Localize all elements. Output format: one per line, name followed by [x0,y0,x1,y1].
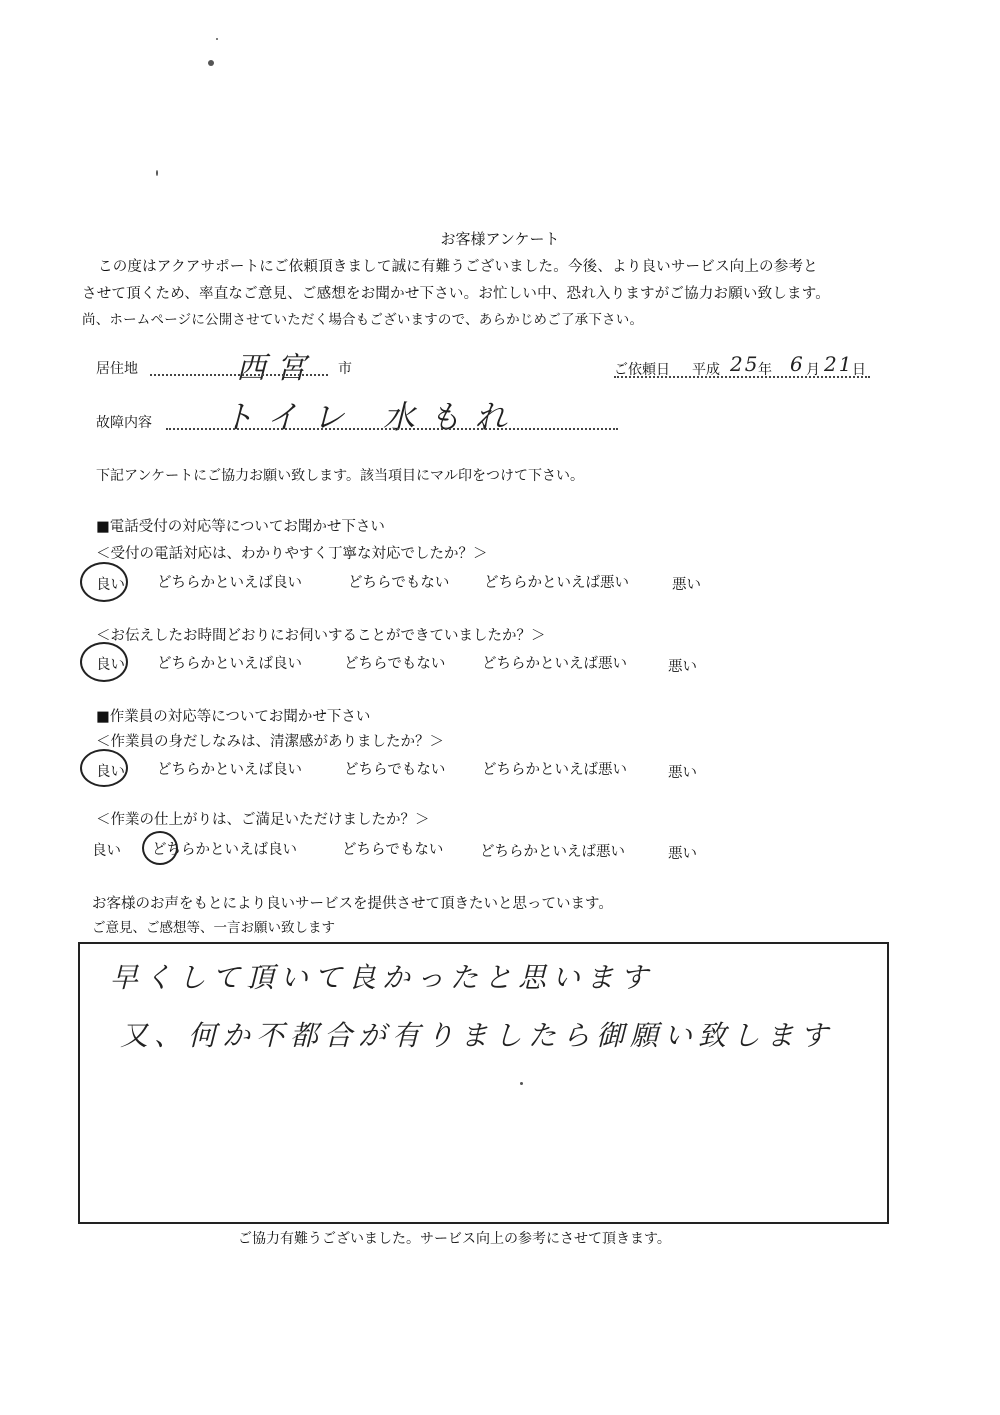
survey-title: お客様アンケート [440,230,560,248]
request-date-underline [614,376,870,378]
instruction-text: 下記アンケートにご協力お願い致します。該当項目にマル印をつけて下さい。 [96,468,585,484]
q3-option-bad[interactable]: 悪い [668,765,697,781]
request-date-era: 平成 [692,362,720,378]
question-4-text: ＜作業の仕上がりは、ご満足いただけましたか？＞ [96,812,430,828]
q3-option-somewhat-good[interactable]: どちらかといえば良い [157,762,302,778]
fault-underline [166,428,618,430]
residence-label: 居住地 [96,361,138,377]
footer-thanks: ご協力有難うございました。サービス向上の参考にさせて頂きます。 [238,1231,671,1247]
request-date-day: 21 [824,352,854,376]
feedback-intro: お客様のお声をもとにより良いサービスを提供させて頂きたいと思っています。 [92,896,613,912]
request-date-year-unit: 年 [758,362,772,378]
comment-box[interactable] [78,942,889,1224]
residence-underline [150,374,328,376]
section-heading-phone: ■電話受付の対応等についてお聞かせ下さい [96,519,385,535]
residence-value: 西宮 [236,351,316,386]
q4-option-neutral[interactable]: どちらでもない [342,842,444,858]
q2-option-good[interactable]: 良い [96,657,125,673]
q1-option-somewhat-good[interactable]: どちらかといえば良い [157,575,302,591]
q2-option-somewhat-good[interactable]: どちらかといえば良い [157,656,302,672]
question-3-text: ＜作業員の身だしなみは、清潔感がありましたか？＞ [96,734,444,750]
q1-option-neutral[interactable]: どちらでもない [348,575,450,591]
request-date-year: 25 [730,352,760,376]
comment-line-2: 又、何か不都合が有りましたら御願い致します [120,1019,835,1052]
fault-value: トイレ 水もれ [222,398,521,436]
request-date-day-unit: 日 [852,362,866,378]
q1-option-good[interactable]: 良い [96,577,125,593]
q1-option-somewhat-bad[interactable]: どちらかといえば悪い [484,575,629,591]
q4-option-bad[interactable]: 悪い [668,846,697,862]
request-date-label: ご依頼日 [614,362,670,378]
q4-option-somewhat-good[interactable]: どちらかといえば良い [152,842,297,858]
q2-option-somewhat-bad[interactable]: どちらかといえば悪い [482,656,627,672]
q2-option-bad[interactable]: 悪い [668,659,697,675]
scan-speck [208,60,214,66]
scan-speck [216,38,218,40]
request-date-month-unit: 月 [806,362,820,378]
request-date-month: 6 [790,352,805,376]
section-heading-worker: ■作業員の対応等についてお聞かせ下さい [96,709,371,725]
q4-selected-circle [142,831,178,865]
q3-selected-circle [80,749,128,787]
scan-speck [156,170,158,176]
q4-option-good[interactable]: 良い [92,843,121,859]
q3-option-somewhat-bad[interactable]: どちらかといえば悪い [482,762,627,778]
q4-option-somewhat-bad[interactable]: どちらかといえば悪い [480,844,625,860]
question-1-text: ＜受付の電話対応は、わかりやすく丁寧な対応でしたか？＞ [96,546,488,562]
q1-selected-circle [80,562,128,602]
intro-line-3: 尚、ホームページに公開させていただく場合もございますので、あらかじめご了承下さい。 [82,312,644,328]
residence-suffix: 市 [338,361,352,377]
q1-option-bad[interactable]: 悪い [672,577,701,593]
q2-selected-circle [80,642,128,682]
q3-option-neutral[interactable]: どちらでもない [344,762,446,778]
q2-option-neutral[interactable]: どちらでもない [344,656,446,672]
intro-line-2: させて頂くため、率直なご意見、ご感想をお聞かせ下さい。お忙しい中、恐れ入りますがご協力お願い致します。 [82,286,830,302]
q3-option-good[interactable]: 良い [96,764,125,780]
fault-label: 故障内容 [96,415,152,431]
comment-line-1: 早くして頂いて良かったと思います [110,961,655,994]
intro-line-1: この度はアクアサポートにご依頼頂きまして誠に有難うございました。今後、より良いサービス向上の参考と [98,259,818,275]
feedback-prompt: ご意見、ご感想等、一言お願い致します [92,920,335,936]
question-2-text: ＜お伝えしたお時間どおりにお伺いすることができていましたか？＞ [96,628,546,644]
